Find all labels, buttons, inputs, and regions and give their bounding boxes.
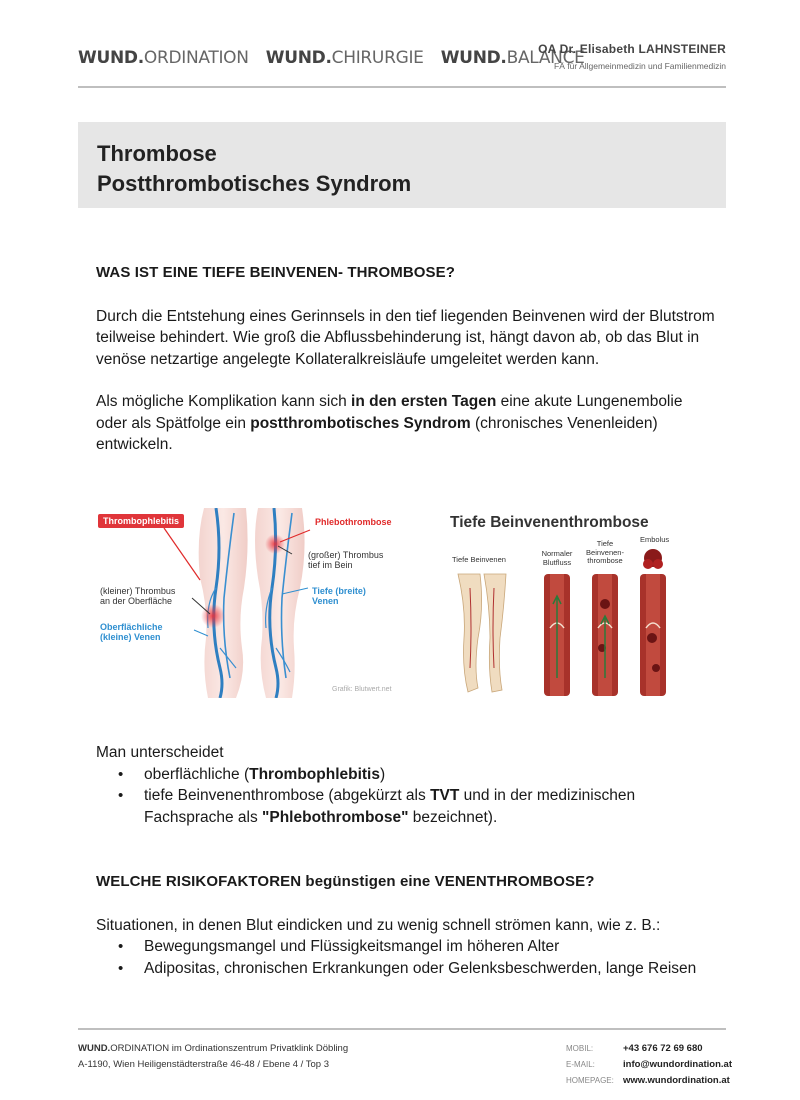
paragraph: Als mögliche Komplikation kann sich in den ersten Tagen eine akute Lungenembolie oder als Spätfolge ein postthrombotisches Syndrom (chronisches Venenleiden) entwickeln. bbox=[96, 393, 683, 453]
leg-vein-illustration bbox=[96, 508, 410, 698]
embolus-caption: Embolus bbox=[640, 535, 670, 544]
author-name: OA Dr. Elisabeth LAHNSTEINER bbox=[538, 42, 726, 56]
normal-flow-caption: Normaler Blutfluss bbox=[541, 549, 573, 567]
homepage-link[interactable]: www.wundordination.at bbox=[623, 1075, 730, 1086]
title-box bbox=[78, 122, 726, 208]
footer-contact bbox=[566, 1041, 732, 1089]
risk-intro: Situationen, in denen Blut eindicken und zu wenig schnell strömen kann, wie z. B.: bbox=[96, 916, 661, 934]
page-header bbox=[78, 40, 726, 80]
thrombophlebitis-label: Thrombophlebitis bbox=[98, 516, 184, 526]
paragraph: Durch die Entstehung eines Gerinnsels in den tief liegenden Beinvenen wird der Blutstrom teilweise behindert. Wie groß die Abflussbehinderung ist, hängt davon ab, ob das Blut in venöse netzartige angelegte Kollateralkreisläufe umgeleitet werden kann. bbox=[96, 307, 715, 368]
section-heading: WAS IST EINE TIEFE BEINVENEN- THROMBOSE? bbox=[96, 264, 456, 281]
deep-veins-label: Tiefe (breite) Venen bbox=[312, 586, 366, 606]
section-what-is bbox=[96, 262, 716, 456]
header-divider bbox=[78, 86, 726, 88]
phlebothrombose-label: Phlebothrombose bbox=[315, 517, 392, 527]
mobile-label: MOBIL: bbox=[566, 1044, 594, 1053]
author-block bbox=[538, 42, 726, 71]
brand-wund-ordination: WUND.ORDINATION bbox=[78, 48, 249, 68]
large-thrombus-label: (großer) Thrombus tief im Bein bbox=[308, 550, 384, 570]
homepage-label: HOMEPAGE: bbox=[566, 1076, 614, 1085]
deep-veins-caption: Tiefe Beinvenen bbox=[452, 555, 506, 564]
brand-wund-chirurgie: WUND.CHIRURGIE bbox=[265, 48, 424, 68]
image-credit: Grafik: Blutwert.net bbox=[332, 686, 392, 693]
author-title: FÄ für Allgemeinmedizin und Familienmedizin bbox=[554, 61, 726, 71]
small-thrombus-label: (kleiner) Thrombus an der Oberfläche bbox=[100, 586, 176, 606]
types-list bbox=[118, 764, 716, 829]
dvt-illustration bbox=[444, 508, 680, 698]
list-item: • Adipositas, chronischen Erkrankungen oder Gelenksbeschwerden, lange Reisen bbox=[118, 958, 716, 980]
section-risk-factors bbox=[96, 871, 716, 979]
dvt-figure-title: Tiefe Beinvenenthrombose bbox=[450, 514, 649, 531]
list-item: • Bewegungsmangel und Flüssigkeitsmangel im höheren Alter bbox=[118, 936, 716, 958]
mobile-number[interactable]: +43 676 72 69 680 bbox=[623, 1043, 703, 1054]
brand-wund-balance: WUND.BALANCE bbox=[440, 48, 585, 68]
footer-street: A-1190, Wien Heiligenstädterstraße 46-48 / Ebene 4 / Top 3 bbox=[78, 1059, 330, 1070]
email-label: E-MAIL: bbox=[566, 1060, 595, 1069]
dvt-caption: Tiefe Beinvenen- thrombose bbox=[586, 539, 624, 565]
email-link[interactable]: info@wundordination.at bbox=[623, 1059, 732, 1070]
footer-address bbox=[78, 1041, 348, 1073]
section-heading: WELCHE RISIKOFAKTOREN begünstigen eine VENENTHROMBOSE? bbox=[96, 873, 595, 890]
footer-clinic: WUND.ORDINATION im Ordinationszentrum Privatklink Döbling bbox=[78, 1043, 349, 1054]
footer-divider bbox=[78, 1028, 726, 1030]
page-title: Thrombose bbox=[97, 141, 217, 166]
list-item: • oberflächliche (Thrombophlebitis) bbox=[118, 764, 716, 786]
list-item: • tiefe Beinvenenthrombose (abgekürzt als TVT und in der medizinischen Fachsprache als "Phlebothrombose" bezeichnet). bbox=[118, 785, 716, 828]
page-subtitle: Postthrombotisches Syndrom bbox=[97, 171, 412, 196]
surface-veins-label: Oberflächliche (kleine) Venen bbox=[100, 622, 163, 642]
brand-list bbox=[78, 48, 597, 68]
section-types bbox=[96, 742, 716, 828]
risk-list bbox=[118, 936, 716, 979]
types-intro: Man unterscheidet bbox=[96, 744, 224, 761]
